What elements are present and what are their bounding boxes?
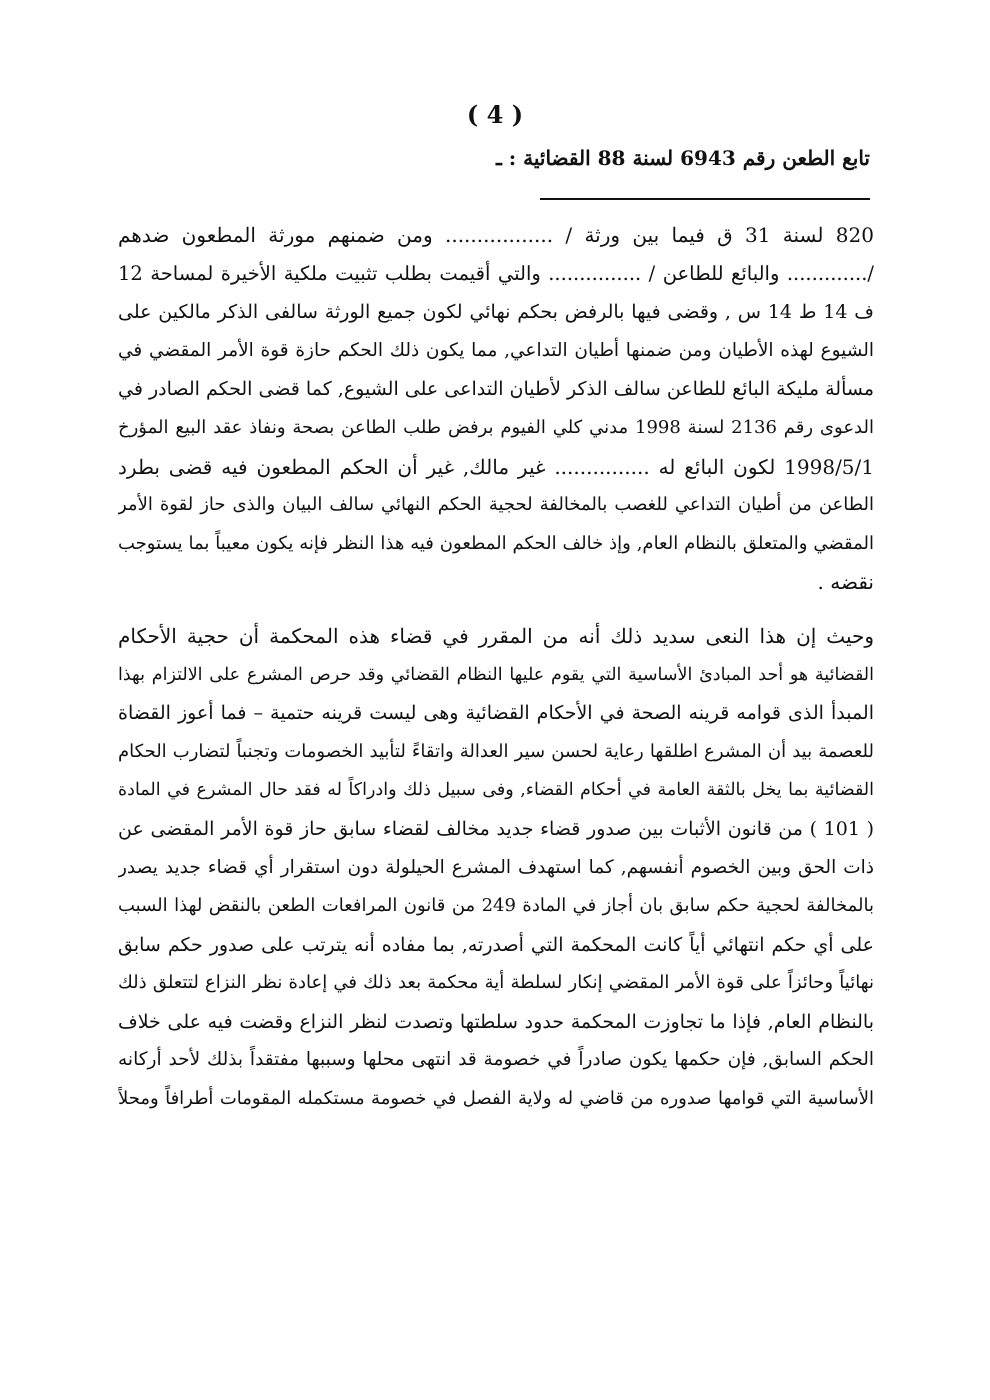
text-line: مسألة مليكة البائع للطاعن سالف الذكر لأطيان التداعى على الشيوع, كما قضى الحكم الصادر في [118, 378, 874, 401]
text-line: وحيث إن هذا النعى سديد ذلك أنه من المقرر في قضاء هذه المحكمة أن حجية الأحكام [118, 623, 874, 648]
text-line: نقضه . [817, 570, 874, 595]
text-line: 820 لسنة 31 ق فيما بين ورثة / ................. ومن ضمنهم مورثة المطعون ضدهم [118, 223, 874, 247]
header-divider [540, 198, 870, 200]
text-line: بالمخالفة لحجية حكم سابق بان أجاز في المادة 249 من قانون المرافعات الطعن بالنقض لهذا السبب [118, 895, 874, 917]
paragraph-gap [118, 602, 874, 617]
text-line: ( 101 ) من قانون الأثبات بين صدور قضاء جديد مخالف لقضاء سابق حاز قوة الأمر المقضى عن [118, 817, 874, 840]
text-line: ذات الحق وبين الخصوم أنفسهم, كما استهدف المشرع الحيلولة دون استقرار أي قضاء جديد يصدر [118, 856, 874, 878]
document-body [118, 216, 874, 1119]
paragraph-1 [118, 216, 874, 602]
paragraph-2 [118, 617, 874, 1119]
text-line: /............. والبائع للطاعن / ............... والتي أقيمت بطلب تثبيت ملكية الأخيرة لمساحة 12 [118, 261, 874, 285]
text-line: الحكم السابق, فإن حكمها يكون صادراً في خصومة قد انتهى محلها وسببها مفتقداً بذلك لأحد أركانه [118, 1049, 874, 1071]
text-line: 1998/5/1 لكون البائع له ............... غير مالك, غير أن الحكم المطعون فيه قضى بطرد [118, 454, 874, 479]
text-line: القضائية بما يخل بالثقة العامة في أحكام القضاء, وفى سبيل ذلك وادراكاً له فقد حال المشرع في المادة [118, 780, 874, 801]
text-line: الأساسية التي قوامها صدوره من قاضي له ولاية الفصل في خصومة مستكمله المقومات أطرافاً ومحلاً [118, 1088, 874, 1110]
text-line: بالنظام العام, فإذا ما تجاوزت المحكمة حدود سلطتها وتصدت لنظر النزاع وقضت فيه على خلاف [118, 1010, 874, 1033]
text-line: ف 14 ط 14 س , وقضى فيها بالرفض بحكم نهائي لكون جميع الورثة سالفى الذكر مالكين على [118, 301, 874, 324]
text-line: القضائية هو أحد المبادئ الأساسية التي يقوم عليها النظام القضائي وقد حرص المشرع على الالتزام بهذا [118, 664, 874, 685]
text-line: المقضي والمتعلق بالنظام العام, وإذ خالف الحكم المطعون فيه هذا النظر فإنه يكون معيباً بما يستوجب [118, 532, 874, 554]
text-line: الدعوى رقم 2136 لسنة 1998 مدني كلي الفيوم برفض طلب الطاعن بصحة ونفاذ عقد البيع المؤرخ [118, 416, 874, 438]
text-line: الطاعن من أطيان التداعي للغصب بالمخالفة لحجية الحكم النهائي سالف البيان والذى حاز لقوة الأمر [118, 494, 874, 516]
page-number: ( 4 ) [466, 100, 524, 129]
case-header: تابع الطعن رقم 6943 لسنة 88 القضائية : ـ [495, 146, 870, 170]
text-line: المبدأ الذى قوامه قرينه الصحة في الأحكام القضائية وهى ليست قرينه حتمية – فما أعوز القضاة [118, 702, 874, 725]
text-line: نهائياً وحائزاً على قوة الأمر المقضي إنكار لسلطة أية محكمة بعد ذلك في إعادة نظر النزاع لتتعلق ذلك [118, 972, 874, 994]
text-line: على أي حكم انتهائي أياً كانت المحكمة التي أصدرته, بما مفاده أنه يترتب على صدور حكم سابق [118, 933, 874, 956]
text-line: للعصمة بيد أن المشرع اطلقها رعاية لحسن سير العدالة واتقاءً لتأبيد الخصومات وتجنباً لتضارب الحكام [118, 740, 874, 762]
text-line: الشيوع لهذه الأطيان ومن ضمنها أطيان التداعي, مما يكون ذلك الحكم حازة قوة الأمر المقضي في [118, 339, 874, 361]
